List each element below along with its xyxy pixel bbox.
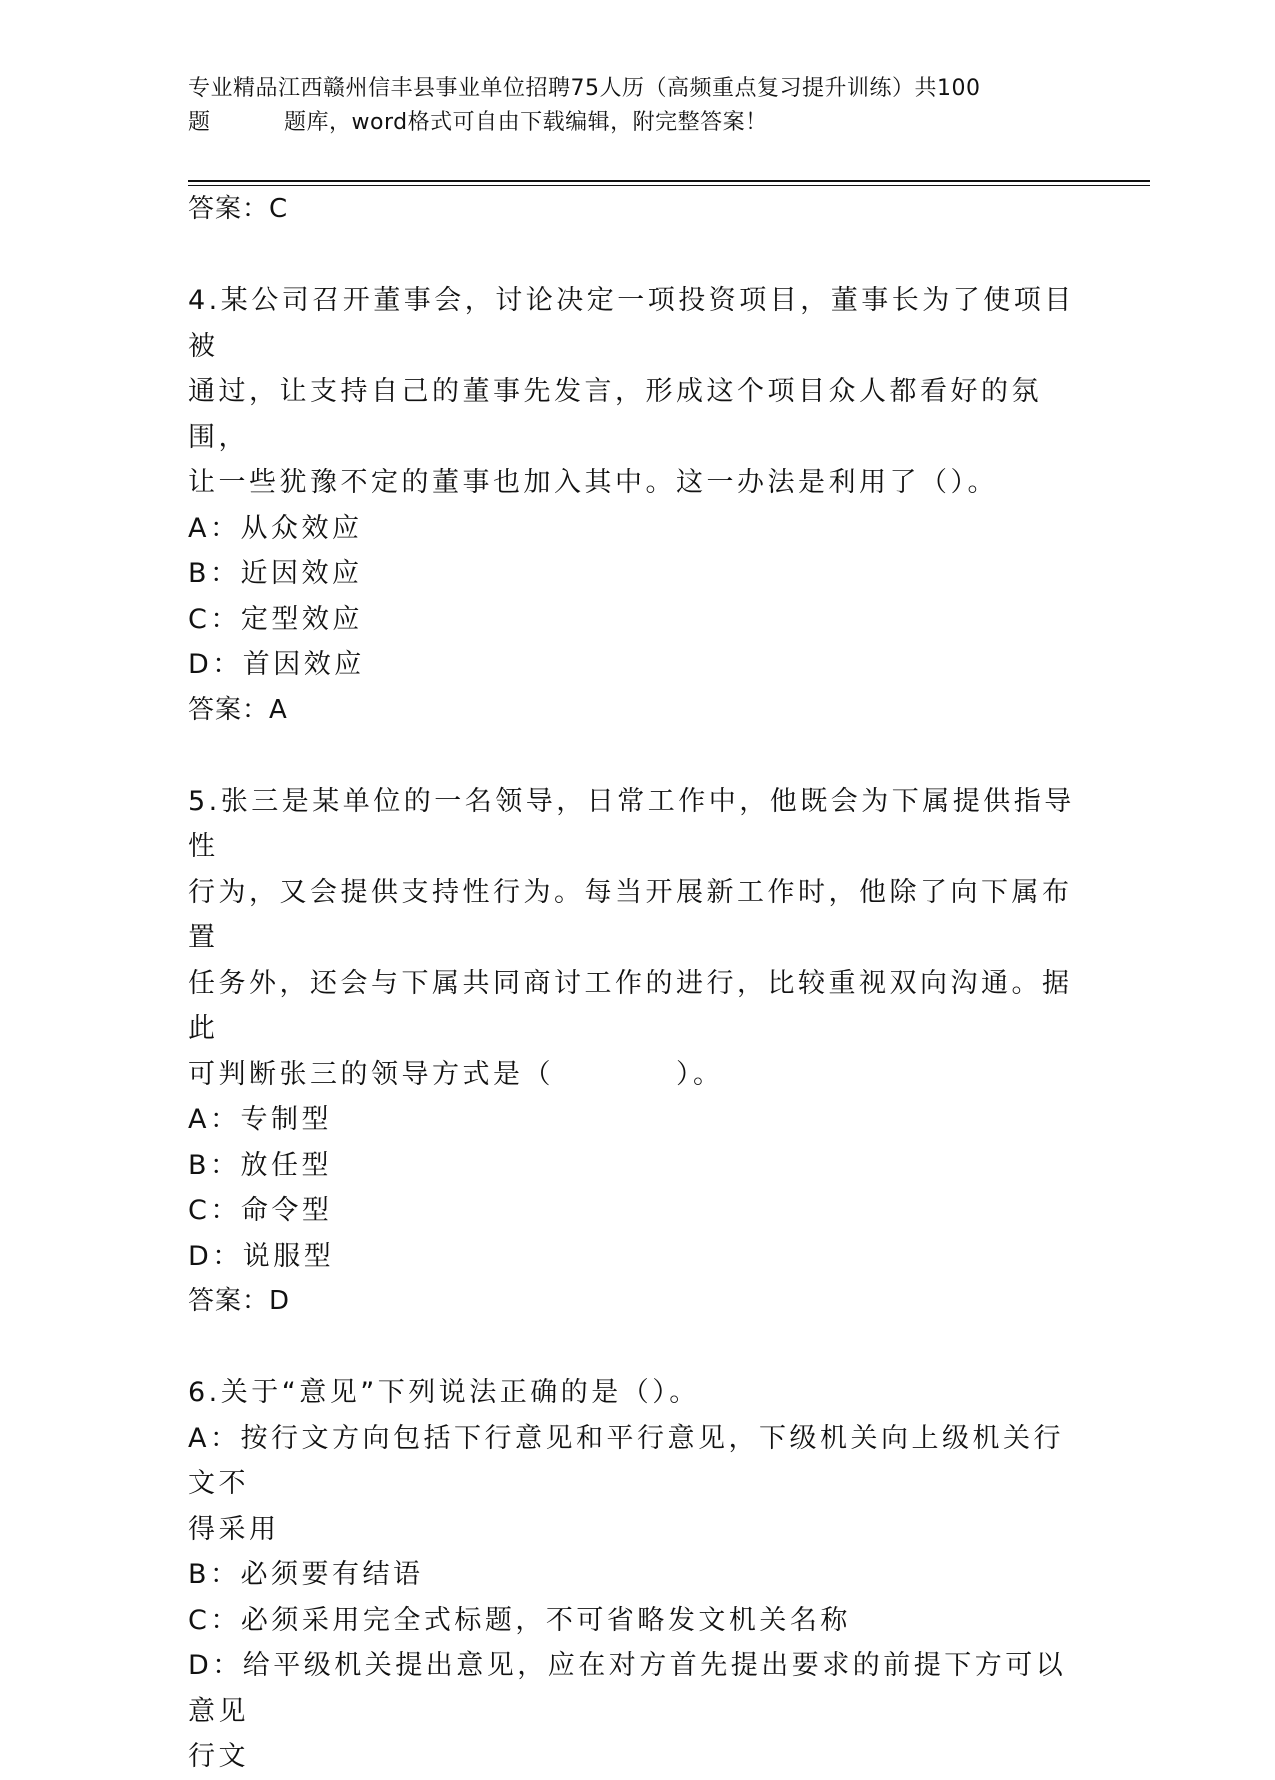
question-4-option-c: C：定型效应	[188, 603, 363, 635]
header-line-2-tail: 题	[188, 110, 211, 135]
question-5-option-d: D：说服型	[188, 1240, 335, 1272]
question-5-line-4: 可判断张三的领导方式是（ ）。	[188, 1058, 724, 1090]
question-5-answer: 答案：D	[188, 1286, 291, 1316]
question-4-option-a: A：从众效应	[188, 512, 363, 544]
header-rule-thick	[188, 180, 1150, 182]
question-4-option-d: D：首因效应	[188, 649, 365, 680]
question-5-line-1: 5.张三是某单位的一名领导，日常工作中，他既会为下属提供指导性	[188, 785, 1075, 862]
question-6-line-1: 6.关于“意见”下列说法正确的是（）。	[188, 1377, 700, 1408]
spacer	[188, 733, 1088, 779]
page-header	[188, 72, 1068, 140]
spacer	[188, 233, 1088, 279]
question-5-option-b: B：放任型	[188, 1149, 333, 1181]
question-6-option-a-line-1: A：按行文方向包括下行意见和平行意见，下级机关向上级机关行文不	[188, 1422, 1064, 1499]
question-6-option-b: B：必须要有结语	[188, 1559, 424, 1590]
question-5-line-2: 行为，又会提供支持性行为。每当开展新工作时，他除了向下属布置	[188, 876, 1073, 953]
question-4	[188, 278, 1088, 733]
question-4-line-1: 4.某公司召开董事会，讨论决定一项投资项目，董事长为了使项目被	[188, 285, 1075, 362]
question-5-option-c: C：命令型	[188, 1195, 333, 1226]
question-4-line-3: 让一些犹豫不定的董事也加入其中。这一办法是利用了（）。	[188, 467, 998, 498]
question-5-line-3: 任务外，还会与下属共同商讨工作的进行，比较重视双向沟通。据此	[188, 967, 1073, 1044]
answer-q3: 答案：C	[188, 194, 289, 224]
question-6-option-a-line-2: 得采用	[188, 1513, 280, 1545]
question-4-option-b: B：近因效应	[188, 558, 363, 589]
header-line-1: 专业精品江西赣州信丰县事业单位招聘75人历（高频重点复习提升训练）共100	[188, 76, 981, 101]
document-body	[188, 187, 1088, 1780]
question-5-option-a: A：专制型	[188, 1104, 332, 1135]
question-4-line-2: 通过，让支持自己的董事先发言，形成这个项目众人都看好的氛围，	[188, 376, 1042, 453]
question-4-answer: 答案：A	[188, 694, 288, 725]
header-line-2-main: 题库，word格式可自由下载编辑，附完整答案！	[284, 110, 768, 135]
question-6-option-d-line-2: 行文	[188, 1741, 249, 1772]
question-6-option-d-line-1: D：给平级机关提出意见，应在对方首先提出要求的前提下方可以意见	[188, 1650, 1067, 1727]
header-line-2	[188, 106, 1068, 140]
question-6	[188, 1370, 1088, 1780]
question-6-option-c: C：必须采用完全式标题，不可省略发文机关名称	[188, 1604, 851, 1636]
spacer	[188, 1325, 1088, 1371]
question-5	[188, 779, 1088, 1325]
header-rule-thin	[188, 185, 1150, 186]
